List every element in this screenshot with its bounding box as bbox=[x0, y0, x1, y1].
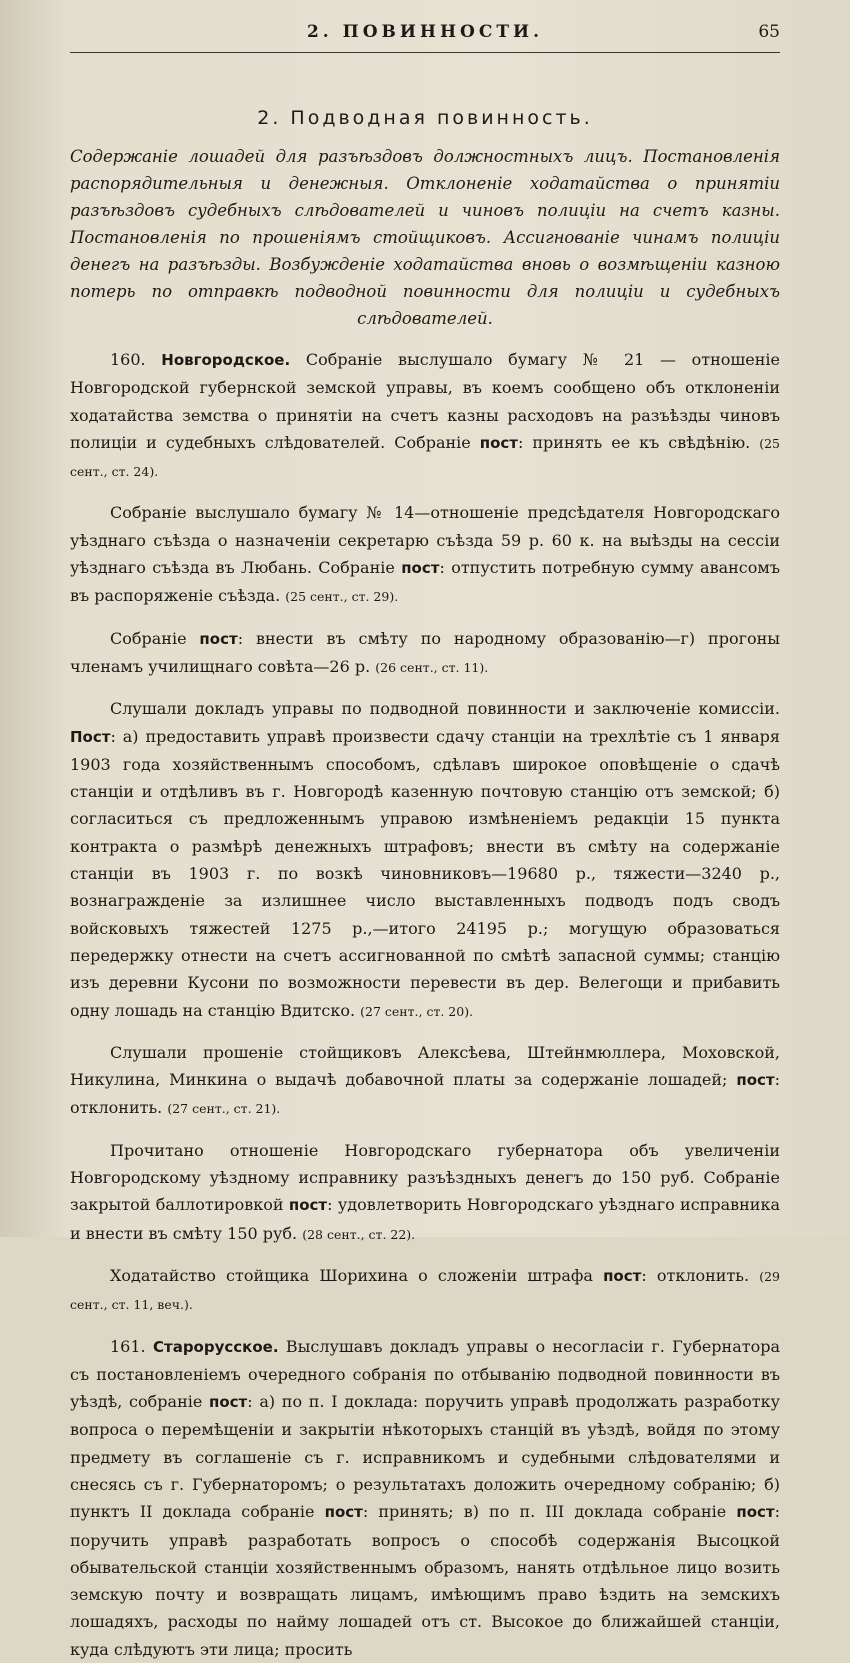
resolution-keyword: пост bbox=[289, 1196, 327, 1214]
paragraph-text: : принять; в) по п. III доклада собраніе bbox=[363, 1502, 736, 1521]
resolution-keyword: пост bbox=[736, 1071, 774, 1089]
source-reference: (27 сент., ст. 20). bbox=[360, 1004, 473, 1019]
paragraph-text: Прочитано отношеніе Новгородскаго губернатора объ увеличеніи Новгородскому уѣздному исправнику разъѣздныхъ денегъ до 150 руб. Собраніе закрытой баллотировкой bbox=[70, 1141, 780, 1215]
paragraph-text: Выслушавъ докладъ управы о несогласіи г. Губернатора съ постановленіемъ очередного собранія по отбыванію подводной повинности въ уѣздѣ, собраніе bbox=[70, 1337, 780, 1412]
paragraph-stable-keepers bbox=[70, 1039, 780, 1123]
paragraph-text: : отпустить потребную сумму авансомъ въ распоряженіе съѣзда. bbox=[70, 558, 780, 605]
paragraph-text: Слушали докладъ управы по подводной повинности и заключеніе комиссіи. bbox=[110, 699, 780, 718]
source-reference: (25 сент., ст. 24). bbox=[70, 436, 780, 479]
paragraph-text: : удовлетворить Новгородскаго уѣзднаго исправника и внести въ смѣту 150 руб. bbox=[70, 1195, 780, 1242]
page-number: 65 bbox=[758, 22, 780, 42]
source-reference: (28 сент., ст. 22). bbox=[302, 1227, 415, 1242]
county-name: Новгородское. bbox=[161, 351, 290, 369]
resolution-keyword: пост bbox=[209, 1393, 247, 1411]
resolution-keyword: Пост bbox=[70, 728, 110, 746]
resolution-keyword: пост bbox=[401, 559, 439, 577]
paragraph-text: Ходатайство стойщика Шорихина о сложеніи штрафа bbox=[110, 1266, 603, 1285]
running-header bbox=[70, 22, 780, 53]
paragraph-station-report bbox=[70, 695, 780, 1025]
source-reference: (25 сент., ст. 29). bbox=[285, 589, 398, 604]
running-title: 2. ПОВИННОСТИ. bbox=[70, 22, 780, 42]
paragraph-text: Собраніе выслушало бумагу № 14—отношеніе предсѣдателя Новгородскаго уѣзднаго съѣзда о назначеніи секретарю съѣзда 59 р. 60 к. на выѣзды на сессіи уѣзднаго съѣзда въ Любань. Собраніе bbox=[70, 503, 780, 577]
paragraph-text: Слушали прошеніе стойщиковъ Алексѣева, Штейнмюллера, Моховской, Никулина, Минкина о выдачѣ добавочной платы за содержаніе лошадей; bbox=[70, 1043, 780, 1089]
resolution-keyword: пост bbox=[325, 1503, 363, 1521]
resolution-keyword: пост bbox=[603, 1267, 641, 1285]
paragraph-text: : отклонить. bbox=[70, 1070, 780, 1117]
paragraph-fine bbox=[70, 1262, 780, 1319]
paragraph-text: : а) предоставить управѣ произвести сдачу станціи на трехлѣтіе съ 1 января 1903 года хозяйственнымъ способомъ, сдѣлавъ широкое оповѣщеніе о сдачѣ станціи и отдѣливъ въ г. Новгородѣ казенную почтовую станцію отъ земской; б) согласиться съ предложеннымъ управою измѣненіемъ редакціи 15 пункта контракта о размѣрѣ денежныхъ штрафовъ; внести въ смѣту на содержаніе станціи въ 1903 г. по возкѣ чиновниковъ—19680 р., тяжести—3240 р., вознагражденіе за излишнее число выставленныхъ подводъ подъ сводъ войсковыхъ тяжестей 1275 р.,—итого 24195 р.; могущую образоваться передержку отнести на счетъ ассигнованной по смѣтѣ запасной суммы; станцію изъ деревни Кусони по возможности перевести въ дер. Велегощи и прибавить одну лошадь на станцію Вдитско. bbox=[70, 727, 780, 1020]
resolution-keyword: пост bbox=[736, 1503, 774, 1521]
resolution-keyword: пост bbox=[480, 434, 518, 452]
section-summary: Содержаніе лошадей для разъѣздовъ должностныхъ лицъ. Постановленія распорядительныя и денежныя. Отклоненіе ходатайства о принятіи разъѣздовъ судебныхъ слѣдователей и чиновъ полиціи на счетъ казны. Постановленія по прошеніямъ стойщиковъ. Ассигнованіе чинамъ полиціи денегъ на разъѣзды. Возбужденіе ходатайства вновь о возмѣщеніи казною потерь по отправкѣ подводной повинности для полиціи и судебныхъ слѣдователей. bbox=[70, 143, 780, 332]
paragraph-text: : внести въ смѣту по народному образованію—г) прогоны членамъ училищнаго совѣта—26 р. bbox=[70, 629, 780, 676]
paragraph-governor bbox=[70, 1137, 780, 1248]
paragraph-text: : а) по п. I доклада: поручить управѣ продолжать разработку вопроса о перемѣщеніи и закрытіи нѣкоторыхъ станцій въ уѣздѣ, войдя по этому предмету въ соглашеніе съ г. исправникомъ и судебными слѣдователями и снесясь съ г. Губернаторомъ; о результатахъ доложить очередному собранію; б) пунктъ II доклада собраніе bbox=[70, 1392, 780, 1521]
paragraph-secretary bbox=[70, 499, 780, 610]
source-reference: (27 сент., ст. 21). bbox=[167, 1101, 280, 1116]
section-title: 2. Подводная повинность. bbox=[70, 107, 780, 129]
source-reference: (29 сент., ст. 11, веч.). bbox=[70, 1269, 780, 1312]
paragraph-text: : принять ее къ свѣдѣнію. bbox=[518, 433, 759, 452]
item-number: 160. bbox=[110, 350, 146, 369]
paragraph-text: Собраніе выслушало бумагу № 21 — отношеніе Новгородской губернской земской управы, въ коемъ сообщено объ отклоненіи ходатайства земства о принятіи на счетъ казны расходовъ на разъѣзды чиновъ полиціи и судебныхъ слѣдователей. Собраніе bbox=[70, 350, 780, 452]
paragraph-school-council bbox=[70, 625, 780, 682]
paragraph-text: : поручить управѣ разработать вопросъ о способѣ содержанія Высоцкой обывательской станціи хозяйственнымъ образомъ, нанять отдѣльное лицо возить земскую почту и возвращать лицамъ, имѣющимъ право ѣздить на земскихъ лошадяхъ, расходы по найму лошадей отъ ст. Высокое до ближайшей станціи, куда слѣдуютъ эти лица; просить bbox=[70, 1502, 780, 1658]
paragraph-161 bbox=[70, 1333, 780, 1663]
paragraph-text: : отклонить. bbox=[641, 1266, 759, 1285]
source-reference: (26 сент., ст. 11). bbox=[375, 660, 488, 675]
paragraph-160 bbox=[70, 346, 780, 485]
county-name: Старорусское. bbox=[153, 1338, 279, 1356]
resolution-keyword: пост bbox=[199, 630, 237, 648]
paragraph-text: Собраніе bbox=[110, 629, 199, 648]
item-number: 161. bbox=[110, 1337, 146, 1356]
